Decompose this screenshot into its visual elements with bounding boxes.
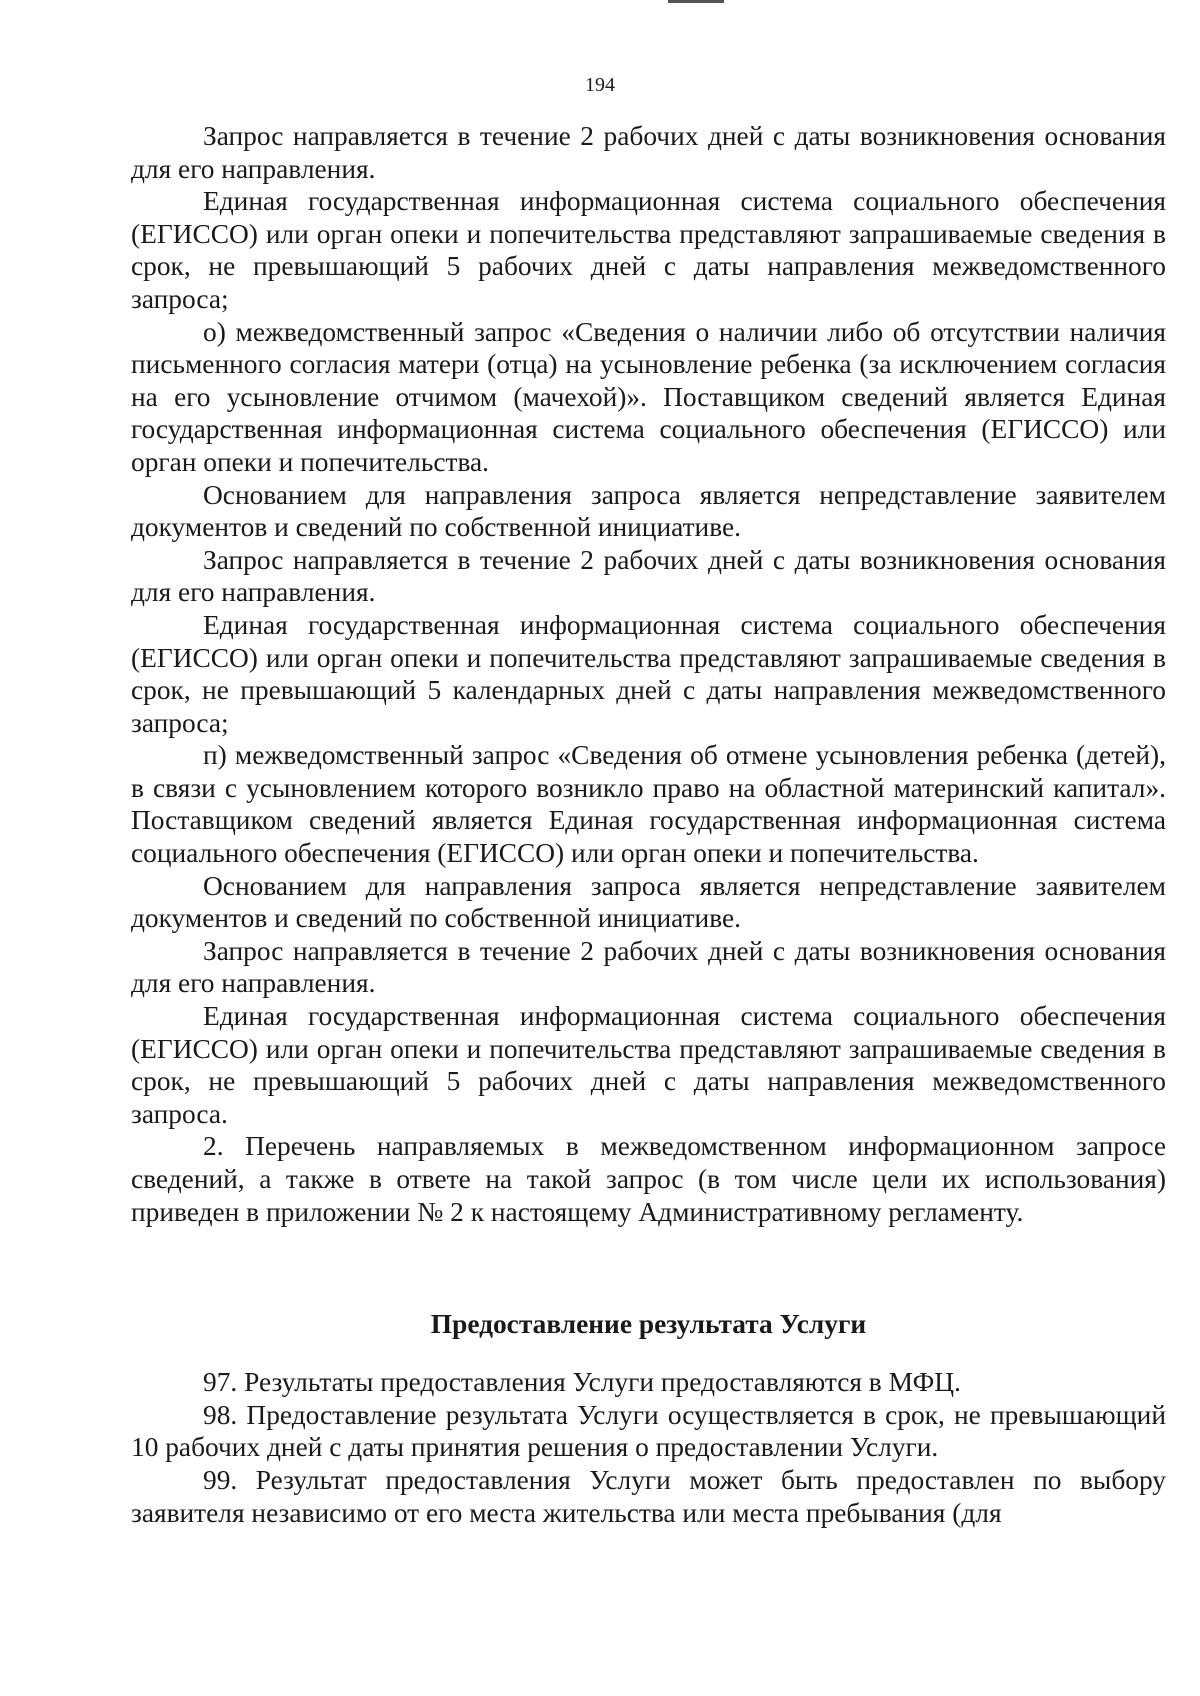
paragraph: о) межведомственный запрос «Сведения о наличии либо об отсутствии наличия письменного согласия матери (отца) на усыновление ребенка (за исключением согласия на его усыновление отчимом (мачехой)». Поставщиком сведений является Единая государственная информационная система социального обеспечения (ЕГИССО) или орган опеки и попечительства. [131, 316, 1166, 477]
paragraph: Единая государственная информационная система социального обеспечения (ЕГИССО) или орган опеки и попечительства представляют запрашиваемые сведения в срок, не превышающий 5 календарных дней с даты направления межведомственного запроса; [131, 609, 1166, 738]
document-body [131, 120, 1166, 1529]
paragraph: п) межведомственный запрос «Сведения об отмене усыновления ребенка (детей), в связи с усыновлением которого возникло право на областной материнский капитал». Поставщиком сведений является Единая государственная информационная система социального обеспечения (ЕГИССО) или орган опеки и попечительства. [131, 740, 1166, 869]
paragraph: 99. Результат предоставления Услуги может быть предоставлен по выбору заявителя независимо от его места жительства или места пребывания (для [131, 1464, 1166, 1528]
paragraph: 98. Предоставление результата Услуги осуществляется в срок, не превышающий 10 рабочих дней с даты принятия решения о предоставлении Услуги. [131, 1399, 1166, 1463]
paragraph: Единая государственная информационная система социального обеспечения (ЕГИССО) или орган опеки и попечительства представляют запрашиваемые сведения в срок, не превышающий 5 рабочих дней с даты направления межведомственного запроса. [131, 1001, 1166, 1129]
paragraph: Основанием для направления запроса является непредставление заявителем документов и сведений по собственной инициативе. [131, 870, 1166, 934]
paragraph: 97. Результаты предоставления Услуги предоставляются в МФЦ. [203, 1367, 961, 1398]
paragraph: Запрос направляется в течение 2 рабочих дней с даты возникновения основания для его направления. [131, 544, 1166, 608]
section-heading: Предоставление результата Услуги [430, 1309, 867, 1340]
paragraph: Запрос направляется в течение 2 рабочих дней с даты возникновения основания для его направления. [131, 121, 1166, 184]
page-number: 194 [585, 74, 615, 96]
paragraph: Основанием для направления запроса является непредставление заявителем документов и сведений по собственной инициативе. [131, 479, 1166, 543]
paragraph: Запрос направляется в течение 2 рабочих дней с даты возникновения основания для его направления. [131, 935, 1166, 999]
scan-edge-mark [668, 0, 724, 3]
paragraph: Единая государственная информационная система социального обеспечения (ЕГИССО) или орган опеки и попечительства представляют запрашиваемые сведения в срок, не превышающий 5 рабочих дней с даты направления межведомственного запроса; [131, 186, 1166, 314]
paragraph: 2. Перечень направляемых в межведомственном информационном запросе сведений, а также в ответе на такой запрос (в том числе цели их использования) приведен в приложении № 2 к настоящему Административному регламенту. [131, 1131, 1166, 1227]
